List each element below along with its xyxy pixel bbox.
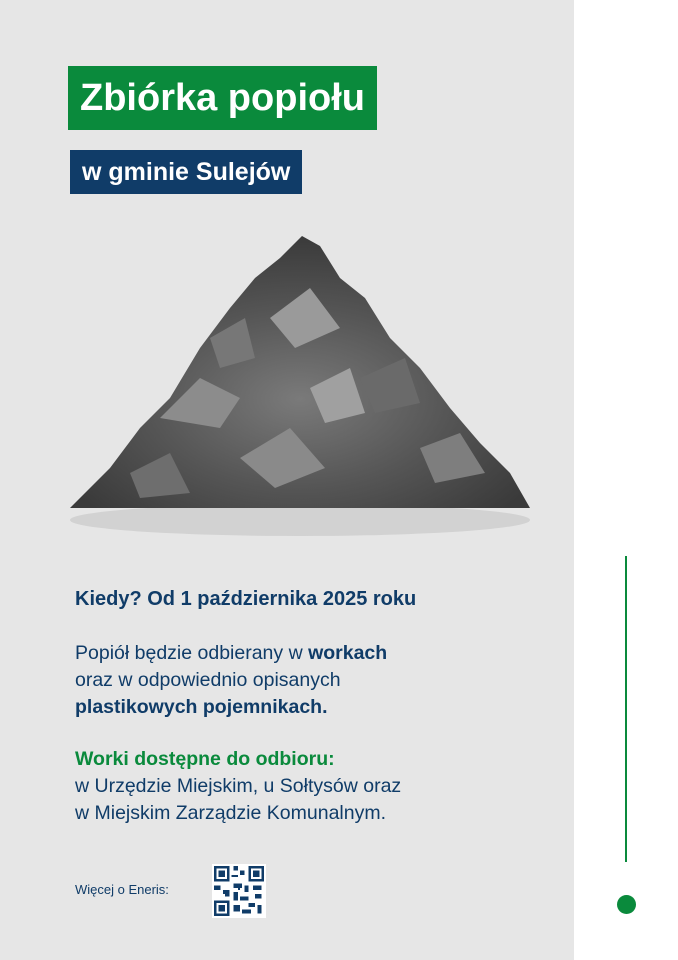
poster-subtitle: w gminie Sulejów — [70, 150, 302, 194]
more-info-label: Więcej o Eneris: — [75, 882, 169, 897]
pickup-bold-2: plastikowych pojemnikach. — [75, 696, 328, 718]
collection-start-date: Kiedy? Od 1 października 2025 roku — [75, 588, 417, 610]
qr-code-icon[interactable] — [212, 864, 266, 918]
pickup-description — [75, 640, 545, 721]
bags-availability — [75, 746, 545, 827]
bags-line-1: w Urzędzie Miejskim, u Sołtysów oraz — [75, 775, 402, 797]
pickup-text-2: oraz w odpowiednio opisanych — [75, 669, 341, 691]
sidebar-divider-line — [625, 556, 627, 862]
pickup-bold-1: workach — [308, 642, 388, 664]
poster-title: Zbiórka popiołu — [68, 66, 377, 130]
bags-heading: Worki dostępne do odbioru: — [75, 748, 335, 770]
sidebar-dot — [617, 895, 636, 914]
pickup-text-1: Popiół będzie odbierany w — [75, 642, 309, 664]
bags-line-2: w Miejskim Zarządzie Komunalnym. — [75, 802, 387, 824]
ash-pile-image — [40, 228, 540, 548]
